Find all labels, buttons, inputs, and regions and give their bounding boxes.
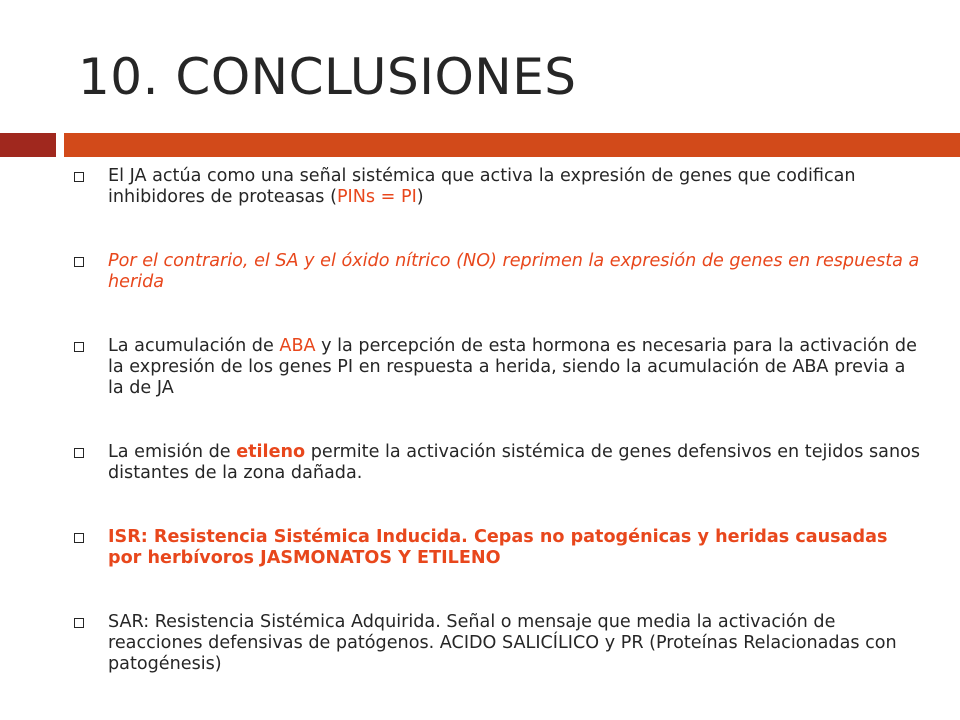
bullet-text: SAR: Resistencia Sistémica Adquirida. Señal o mensaje que media la activación de reacciones defensivas de patógenos. ACIDO SALICÍLICO y PR (Proteínas Relacionadas con patogénesis) xyxy=(108,612,897,674)
square-bullet-icon xyxy=(74,448,84,458)
bullet-highlight: ABA xyxy=(279,336,316,356)
bullet-text: El JA actúa como una señal sistémica que activa la expresión de genes que codifican inhibidores de proteasas ( xyxy=(108,166,856,207)
square-bullet-icon xyxy=(74,533,84,543)
bullet-list xyxy=(74,166,924,718)
bullet-item xyxy=(74,251,924,293)
bullet-item xyxy=(74,612,924,675)
square-bullet-icon xyxy=(74,257,84,267)
bullet-item xyxy=(74,527,924,569)
bullet-highlight: PINs = PI xyxy=(336,187,417,207)
bullet-item xyxy=(74,166,924,208)
bullet-text: La emisión de xyxy=(108,442,237,462)
bullet-text: y la percepción de esta hormona es necesaria para la activación de la expresión de los genes PI en respuesta a herida, siendo la acumulación de ABA previa a la de JA xyxy=(108,336,917,398)
title-accent-bar xyxy=(64,133,960,157)
square-bullet-icon xyxy=(74,618,84,628)
bullet-item xyxy=(74,336,924,399)
square-bullet-icon xyxy=(74,172,84,182)
slide-title: 10. CONCLUSIONES xyxy=(78,48,577,106)
bullet-item xyxy=(74,442,924,484)
bullet-highlight: etileno xyxy=(236,442,306,462)
bullet-text: Por el contrario, el SA y el óxido nítrico (NO) reprimen la expresión de genes en respuesta a herida xyxy=(108,251,920,292)
bullet-text: permite la activación sistémica de genes defensivos en tejidos sanos distantes de la zona dañada. xyxy=(108,442,921,483)
bullet-text: La acumulación de xyxy=(108,336,280,356)
square-bullet-icon xyxy=(74,342,84,352)
title-accent-bar-dark xyxy=(0,133,56,157)
bullet-text: ) xyxy=(416,187,424,207)
bullet-text: ISR: Resistencia Sistémica Inducida. Cepas no patogénicas y heridas causadas por herbívoros JASMONATOS Y ETILENO xyxy=(108,527,888,568)
